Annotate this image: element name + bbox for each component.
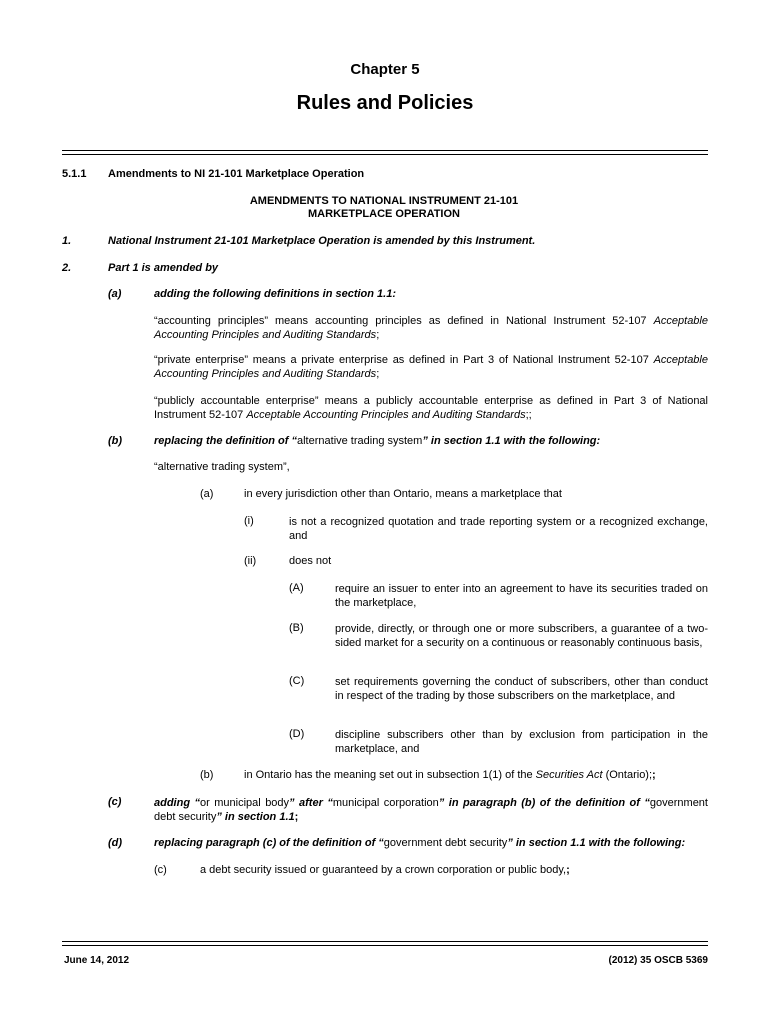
definition-paragraph	[154, 314, 708, 342]
clause-instruction: ” in section 1.1 with the following:	[422, 435, 601, 447]
roman-text: does not	[289, 555, 332, 567]
clause-label: (d)	[108, 837, 123, 849]
clause-instruction: ” in section 1.1 with the following:	[507, 837, 686, 849]
footer-rule-bottom	[62, 945, 708, 946]
clause-instruction: adding “	[154, 797, 201, 809]
roman-label: (i)	[244, 515, 254, 527]
clause-label: (b)	[108, 435, 123, 447]
item-number: 1.	[62, 235, 72, 247]
definition-end: ;;	[525, 409, 532, 421]
sub-clause-label: (a)	[200, 488, 214, 500]
letter-label: (D)	[289, 728, 305, 740]
clause-label: (c)	[108, 796, 122, 808]
clause-instruction: replacing paragraph (c) of the definition of “	[154, 837, 384, 849]
letter-label: (B)	[289, 622, 304, 634]
definition-text: “accounting principles” means accounting principles as defined in National Instrument 52-107	[154, 315, 654, 327]
clause-text	[154, 796, 708, 824]
clause-text	[154, 435, 600, 447]
doc-title-line2: MARKETPLACE OPERATION	[308, 208, 460, 220]
replacement-end: ;	[566, 864, 570, 876]
definition-italic: Acceptable Accounting Principles and Auditing Standards	[246, 409, 526, 421]
clause-quoted: government debt security	[154, 797, 708, 823]
page-title: Rules and Policies	[296, 92, 474, 114]
roman-label: (ii)	[244, 555, 257, 567]
definition-end: ;	[376, 329, 380, 341]
item-number: 2.	[62, 262, 72, 274]
header-rule-top	[62, 150, 708, 151]
chapter-label: Chapter 5	[350, 61, 420, 78]
definition-end: ;	[376, 368, 380, 380]
sub-clause-italic: Securities Act	[535, 769, 603, 781]
header-rule-bottom	[62, 154, 708, 155]
doc-title-line1: AMENDMENTS TO NATIONAL INSTRUMENT 21-101	[249, 195, 519, 207]
replacement-label: (c)	[154, 864, 167, 876]
sub-clause-label: (b)	[200, 769, 214, 781]
letter-text: discipline subscribers other than by exclusion from participation in the marketplace, and	[335, 729, 708, 755]
definition-paragraph	[154, 394, 708, 422]
footer-rule-top	[62, 941, 708, 942]
replacement-text	[200, 864, 570, 876]
sub-clause-plain: in Ontario has the meaning set out in subsection 1(1) of the	[244, 769, 536, 781]
definition-paragraph	[154, 353, 708, 381]
clause-instruction: ” in section 1.1	[216, 811, 295, 823]
roman-text: is not a recognized quotation and trade reporting system or a recognized exchange, and	[289, 516, 708, 542]
clause-label: (a)	[108, 288, 122, 300]
sub-clause-text: in every jurisdiction other than Ontario, means a marketplace that	[244, 488, 562, 500]
item-text: Part 1 is amended by	[108, 262, 219, 274]
sub-clause-end: (Ontario);	[602, 769, 653, 781]
definition-italic: Acceptable Accounting Principles and Auditing Standards	[154, 315, 708, 341]
letter-text: provide, directly, or through one or more subscribers, a guarantee of a two-sided market for a security on a continuous or reasonably continuous basis,	[335, 623, 708, 649]
clause-instruction: ” after “	[289, 797, 333, 809]
letter-text: require an issuer to enter into an agreement to have its securities traded on the marketplace,	[335, 583, 708, 609]
footer-citation: (2012) 35 OSCB 5369	[608, 955, 708, 966]
clause-quoted: alternative trading system	[297, 435, 423, 447]
section-heading: Amendments to NI 21-101 Marketplace Operation	[108, 168, 365, 180]
definition-italic: Acceptable Accounting Principles and Auditing Standards	[154, 354, 708, 380]
sub-clause-text	[244, 769, 656, 781]
clause-text	[154, 837, 685, 849]
letter-text: set requirements governing the conduct of subscribers, other than conduct in respect of the trading by those subscribers on the marketplace, and	[335, 676, 708, 702]
clause-quoted: or municipal body	[200, 797, 290, 809]
sub-clause-bold: ;	[652, 769, 656, 781]
item-text: National Instrument 21-101 Marketplace Operation is amended by this Instrument.	[108, 235, 536, 247]
letter-label: (A)	[289, 582, 304, 594]
clause-text: adding the following definitions in section 1.1:	[154, 288, 396, 300]
section-number: 5.1.1	[62, 168, 87, 180]
footer-date: June 14, 2012	[64, 955, 130, 966]
definition-text: “publicly accountable enterprise” means a publicly accountable enterprise as defined in Part 3 of National Instrument 52-107	[154, 395, 708, 421]
clause-end: ;	[294, 811, 299, 823]
clause-instruction: replacing the definition of “	[154, 435, 297, 447]
clause-quoted: government debt security	[383, 837, 508, 849]
clause-instruction: ” in paragraph (b) of the definition of “	[438, 797, 650, 809]
letter-label: (C)	[289, 675, 305, 687]
replacement-plain: a debt security issued or guaranteed by a crown corporation or public body,	[200, 864, 567, 876]
clause-quoted: municipal corporation	[332, 797, 439, 809]
term-text: “alternative trading system”,	[154, 461, 290, 473]
definition-text: “private enterprise” means a private enterprise as defined in Part 3 of National Instrument 52-107	[154, 354, 654, 366]
